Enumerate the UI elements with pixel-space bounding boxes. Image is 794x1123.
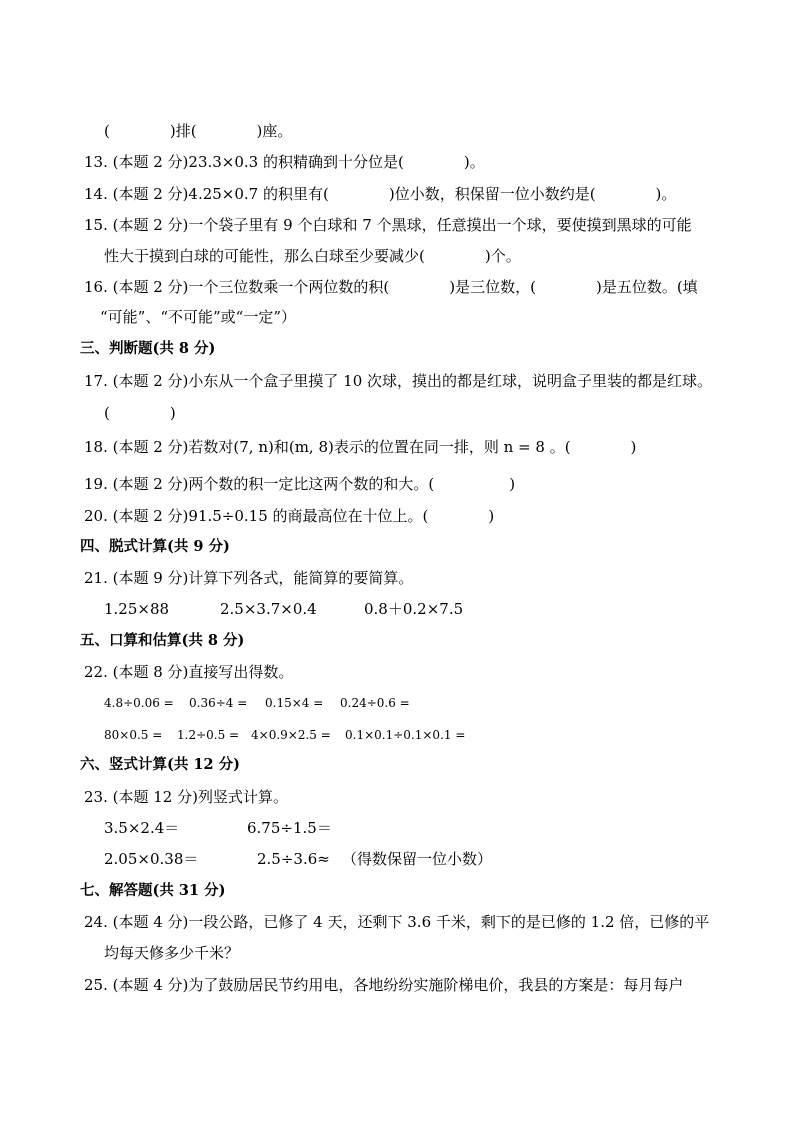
- q22-expr-5: 80×0.5 =: [104, 728, 163, 742]
- question-17-line2: ( ): [104, 404, 176, 422]
- q22-expr-8: 0.1×0.1÷0.1×0.1 =: [345, 728, 466, 742]
- question-25-line1: 25. (本题 4 分)为了鼓励居民节约用电，各地纷纷实施阶梯电价，我县的方案是：每月每户: [84, 976, 684, 994]
- question-15-line1: 15. (本题 2 分)一个袋子里有 9 个白球和 7 个黑球，任意摸出一个球，要使摸到黑球的可能: [84, 216, 692, 234]
- section-3-heading: 三、判断题(共 8 分): [80, 340, 216, 357]
- question-21: 21. (本题 9 分)计算下列各式，能简算的要简算。: [84, 569, 414, 587]
- question-13: 13. (本题 2 分)23.3×0.3 的积精确到十分位是( )。: [84, 153, 485, 171]
- question-24-line1: 24. (本题 4 分)一段公路，已修了 4 天，还剩下 3.6 千米，剩下的是已修的 1.2 倍，已修的平: [84, 913, 710, 931]
- question-22: 22. (本题 8 分)直接写出得数。: [84, 663, 294, 681]
- q22-expr-4: 0.24÷0.6 =: [340, 696, 410, 710]
- question-17-line1: 17. (本题 2 分)小东从一个盒子里摸了 10 次球，摸出的都是红球，说明盒子里装的都是红球。: [84, 372, 713, 390]
- q22-expr-2: 0.36÷4 =: [189, 696, 248, 710]
- section-5-heading: 五、口算和估算(共 8 分): [80, 632, 245, 649]
- q23-note: （得数保留一位小数）: [342, 850, 493, 868]
- question-16-line1: 16. (本题 2 分)一个三位数乘一个两位数的积( )是三位数，( )是五位数。(填: [84, 278, 698, 296]
- question-19: 19. (本题 2 分)两个数的积一定比这两个数的和大。( ): [84, 475, 516, 493]
- question-15-line2: 性大于摸到白球的可能性，那么白球至少要减少( )个。: [104, 247, 521, 265]
- q21-expr-3: 0.8＋0.2×7.5: [364, 600, 464, 618]
- q22-expr-1: 4.8÷0.06 =: [104, 696, 174, 710]
- question-24-line2: 均每天修多少千米？: [104, 944, 240, 962]
- q21-expr-2: 2.5×3.7×0.4: [220, 600, 317, 618]
- question-20: 20. (本题 2 分)91.5÷0.15 的商最高位在十位上。( ): [84, 507, 495, 525]
- section-6-heading: 六、竖式计算(共 12 分): [80, 756, 240, 773]
- section-7-heading: 七、解答题(共 31 分): [80, 882, 226, 899]
- q22-expr-7: 4×0.9×2.5 =: [251, 728, 331, 742]
- q23-expr-3: 2.05×0.38＝: [104, 850, 199, 868]
- q23-expr-4: 2.5÷3.6≈: [257, 850, 330, 868]
- q12-continuation: ( )排( )座。: [104, 122, 293, 140]
- q21-expr-1: 1.25×88: [104, 600, 170, 618]
- q23-expr-1: 3.5×2.4＝: [104, 819, 180, 837]
- question-23: 23. (本题 12 分)列竖式计算。: [84, 788, 288, 806]
- q22-expr-3: 0.15×4 =: [265, 696, 324, 710]
- question-16-line2: “可能”、“不可能”或“一定”）: [100, 308, 297, 326]
- question-18: 18. (本题 2 分)若数对(7, n)和(m, 8)表示的位置在同一排，则 n = 8 。( ): [84, 438, 637, 456]
- q23-expr-2: 6.75÷1.5＝: [247, 819, 332, 837]
- section-4-heading: 四、脱式计算(共 9 分): [80, 538, 230, 555]
- q22-expr-6: 1.2÷0.5 =: [177, 728, 240, 742]
- question-14: 14. (本题 2 分)4.25×0.7 的积里有( )位小数，积保留一位小数约是( )。: [84, 185, 677, 203]
